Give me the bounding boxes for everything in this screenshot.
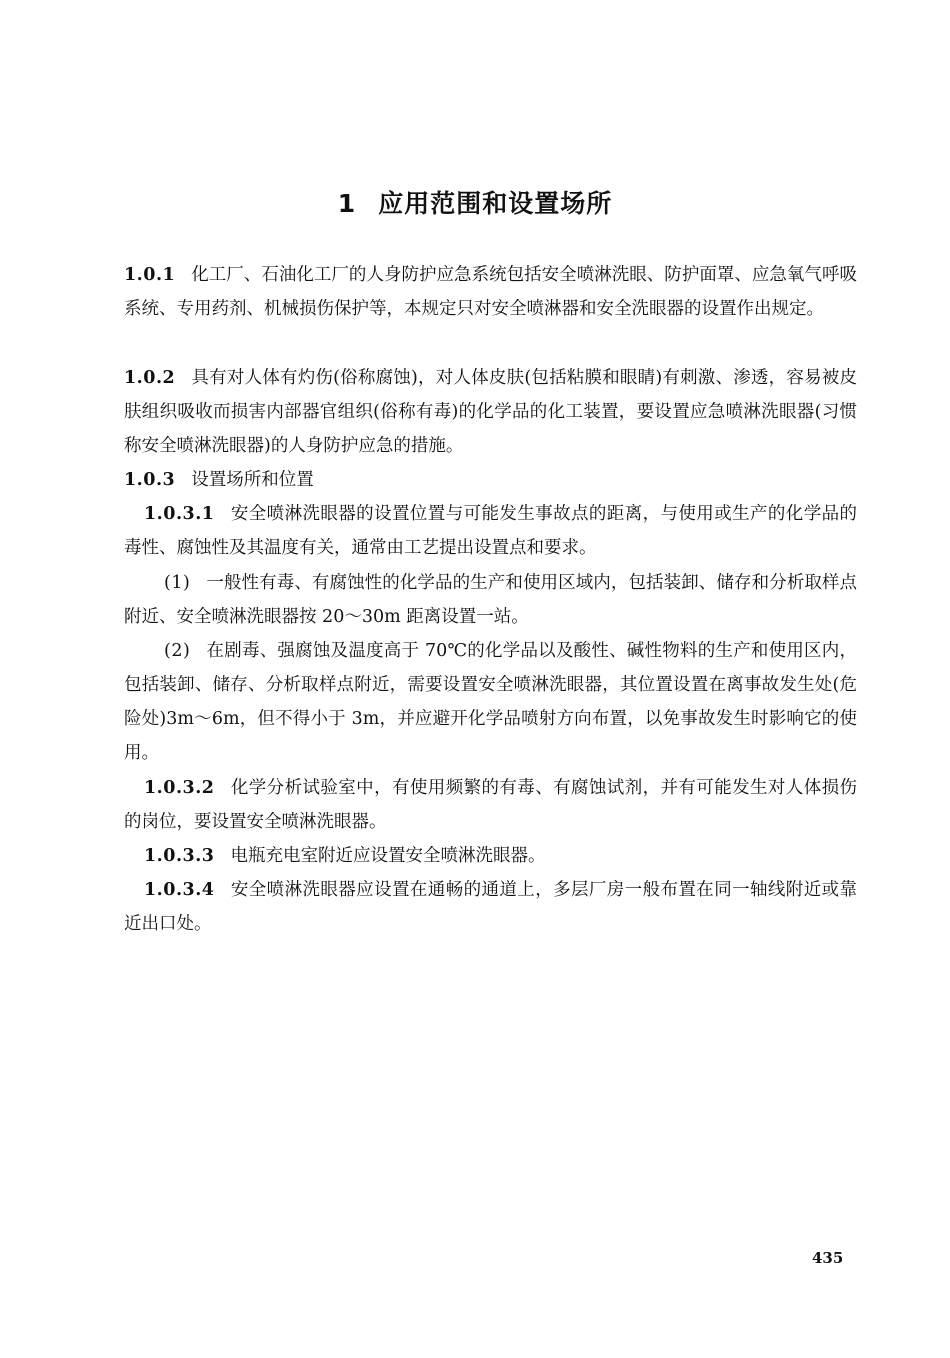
clause-item-1 [124,566,857,634]
chapter-number: 1 [337,189,357,218]
clause-number: 1.0.3.2 [144,778,215,798]
item-text: 在剧毒、强腐蚀及温度高于 70℃的化学品以及酸性、碱性物料的生产和使用区内，包括装卸、储存、分析取样点附近，需要设置安全喷淋洗眼器，其位置设置在离事故发生处(危险处)3m～6m，但不得小于 3m，并应避开化学品喷射方向布置，以免事故发生时影响它的使用。 [124,641,857,763]
clause-1-0-3-2 [124,771,857,839]
chapter-title-text: 应用范围和设置场所 [378,189,613,218]
clause-text: 电瓶充电室附近应设置安全喷淋洗眼器。 [230,846,546,866]
page-number: 435 [812,1249,844,1267]
clause-1-0-3-1 [124,497,857,565]
clause-text: 设置场所和位置 [191,470,314,490]
clause-text: 安全喷淋洗眼器应设置在通畅的通道上，多层厂房一般布置在同一轴线附近或靠近出口处。 [124,880,857,934]
item-text: 一般性有毒、有腐蚀性的化学品的生产和使用区域内，包括装卸、储存和分析取样点附近、安全喷淋洗眼器按 20～30m 距离设置一站。 [124,573,857,627]
clause-number: 1.0.3.1 [144,504,215,524]
clause-number: 1.0.3.4 [144,880,215,900]
clause-1-0-3 [124,463,857,497]
clause-1-0-1 [124,258,857,326]
clause-text: 安全喷淋洗眼器的设置位置与可能发生事故点的距离，与使用或生产的化学品的毒性、腐蚀性及其温度有关，通常由工艺提出设置点和要求。 [124,504,857,558]
clause-1-0-3-4 [124,873,857,941]
clause-text: 化工厂、石油化工厂的人身防护应急系统包括安全喷淋洗眼、防护面罩、应急氧气呼吸系统、专用药剂、机械损伤保护等，本规定只对安全喷淋器和安全洗眼器的设置作出规定。 [124,265,857,319]
clause-number: 1.0.1 [124,265,176,285]
item-number: (2) [164,641,191,661]
item-number: (1) [164,573,191,593]
clause-1-0-3-3 [124,839,857,873]
clause-item-2 [124,634,857,770]
clause-number: 1.0.3.3 [144,846,215,866]
clause-text: 化学分析试验室中，有使用频繁的有毒、有腐蚀试剂，并有可能发生对人体损伤的岗位，要设置安全喷淋洗眼器。 [124,778,857,832]
clause-text: 具有对人体有灼伤(俗称腐蚀)，对人体皮肤(包括粘膜和眼睛)有刺激、渗透，容易被皮肤组织吸收而损害内部器官组织(俗称有毒)的化学品的化工装置，要设置应急喷淋洗眼器(习惯称安全喷淋洗眼器)的人身防护应急的措施。 [124,368,857,456]
clause-number: 1.0.2 [124,368,176,388]
chapter-title [0,187,950,221]
clause-1-0-2 [124,361,857,463]
clause-number: 1.0.3 [124,470,176,490]
